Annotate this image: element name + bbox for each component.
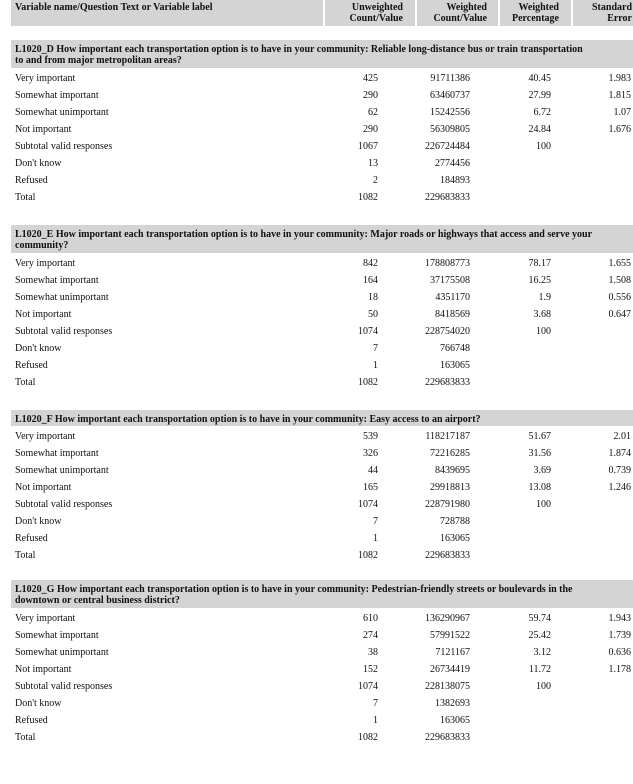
table-row	[0, 644, 633, 661]
weighted-percentage: 3.12	[533, 647, 551, 658]
question-title-line: to and from major metropolitan areas?	[15, 55, 182, 66]
table-row	[0, 289, 633, 306]
weighted-count: 1382693	[435, 698, 470, 709]
weighted-percentage: 100	[536, 681, 551, 692]
table-row	[0, 340, 633, 357]
question-title-line: L1020_E How important each transportation option is to have in your community: Major roads or highways that access and serve your	[15, 229, 593, 240]
weighted-percentage: 1.9	[538, 292, 551, 303]
unweighted-count: 842	[363, 258, 378, 269]
weighted-count: 118217187	[425, 431, 470, 442]
row-label: Total	[15, 732, 36, 743]
weighted-percentage: 100	[536, 326, 551, 337]
weighted-count: 184893	[440, 175, 470, 186]
question-title-line: downtown or central business district?	[15, 595, 180, 606]
row-label: Subtotal valid responses	[15, 141, 113, 152]
weighted-count: 226724484	[425, 141, 470, 152]
standard-error: 1.739	[608, 630, 631, 641]
row-label: Somewhat unimportant	[15, 107, 109, 118]
row-label: Subtotal valid responses	[15, 681, 113, 692]
table-row	[0, 357, 633, 374]
weighted-percentage: 31.56	[528, 448, 551, 459]
row-label: Not important	[15, 664, 72, 675]
table-row	[0, 610, 633, 627]
weighted-count: 4351170	[435, 292, 470, 303]
unweighted-count: 610	[363, 613, 378, 624]
row-label: Refused	[15, 360, 48, 371]
weighted-count: 163065	[440, 533, 470, 544]
weighted-count: 766748	[440, 343, 470, 354]
weighted-count: 91711386	[430, 73, 470, 84]
header-text: Weighted	[446, 2, 487, 13]
header-text: Error	[607, 13, 632, 24]
weighted-count: 63460737	[430, 90, 470, 101]
table-row	[0, 306, 633, 323]
unweighted-count: 38	[368, 647, 378, 658]
question-title-line: community?	[15, 240, 69, 251]
header-text: Variable name/Question Text or Variable label	[15, 2, 213, 13]
weighted-percentage: 11.72	[528, 664, 551, 675]
weighted-percentage: 40.45	[528, 73, 551, 84]
unweighted-count: 1074	[358, 681, 378, 692]
unweighted-count: 7	[373, 698, 378, 709]
table-row	[0, 87, 633, 104]
unweighted-count: 326	[363, 448, 378, 459]
weighted-percentage: 3.68	[533, 309, 551, 320]
row-label: Not important	[15, 309, 72, 320]
header-weighted-count	[417, 0, 498, 26]
standard-error: 1.983	[608, 73, 631, 84]
standard-error: 0.556	[608, 292, 631, 303]
table-row	[0, 374, 633, 391]
unweighted-count: 1	[373, 533, 378, 544]
standard-error: 0.647	[608, 309, 631, 320]
row-label: Somewhat important	[15, 275, 99, 286]
row-label: Somewhat unimportant	[15, 292, 109, 303]
weighted-percentage: 16.25	[528, 275, 551, 286]
table-row	[0, 661, 633, 678]
table-row	[0, 70, 633, 87]
question-title	[11, 225, 633, 253]
row-label: Somewhat important	[15, 90, 99, 101]
row-label: Somewhat important	[15, 448, 99, 459]
table-row	[0, 272, 633, 289]
table-row	[0, 627, 633, 644]
unweighted-count: 18	[368, 292, 378, 303]
table-row	[0, 255, 633, 272]
weighted-percentage: 78.17	[528, 258, 551, 269]
table-row	[0, 496, 633, 513]
row-label: Don't know	[15, 343, 62, 354]
weighted-percentage: 100	[536, 499, 551, 510]
row-label: Somewhat unimportant	[15, 647, 109, 658]
weighted-count: 2774456	[435, 158, 470, 169]
row-label: Refused	[15, 175, 48, 186]
standard-error: 1.178	[608, 664, 631, 675]
unweighted-count: 290	[363, 124, 378, 135]
unweighted-count: 2	[373, 175, 378, 186]
table-row	[0, 678, 633, 695]
header-text: Weighted	[518, 2, 559, 13]
weighted-count: 15242556	[430, 107, 470, 118]
header-text: Count/Value	[433, 13, 487, 24]
unweighted-count: 290	[363, 90, 378, 101]
row-label: Refused	[15, 533, 48, 544]
table-row	[0, 712, 633, 729]
unweighted-count: 1	[373, 715, 378, 726]
weighted-percentage: 100	[536, 141, 551, 152]
weighted-count: 29918813	[430, 482, 470, 493]
weighted-count: 56309805	[430, 124, 470, 135]
unweighted-count: 1074	[358, 499, 378, 510]
weighted-percentage: 51.67	[528, 431, 551, 442]
row-label: Subtotal valid responses	[15, 326, 113, 337]
unweighted-count: 44	[368, 465, 378, 476]
header-unweighted	[325, 0, 415, 26]
standard-error: 2.01	[613, 431, 631, 442]
weighted-count: 72216285	[430, 448, 470, 459]
weighted-count: 229683833	[425, 192, 470, 203]
table-row	[0, 138, 633, 155]
weighted-percentage: 25.42	[528, 630, 551, 641]
weighted-count: 229683833	[425, 550, 470, 561]
weighted-count: 228791980	[425, 499, 470, 510]
row-label: Don't know	[15, 698, 62, 709]
unweighted-count: 1074	[358, 326, 378, 337]
weighted-count: 229683833	[425, 732, 470, 743]
weighted-count: 7121167	[435, 647, 470, 658]
standard-error: 1.676	[608, 124, 631, 135]
weighted-count: 163065	[440, 360, 470, 371]
table-row	[0, 513, 633, 530]
standard-error: 1.655	[608, 258, 631, 269]
unweighted-count: 1082	[358, 192, 378, 203]
unweighted-count: 62	[368, 107, 378, 118]
weighted-count: 57991522	[430, 630, 470, 641]
table-row	[0, 445, 633, 462]
unweighted-count: 7	[373, 516, 378, 527]
weighted-count: 37175508	[430, 275, 470, 286]
weighted-percentage: 59.74	[528, 613, 551, 624]
unweighted-count: 1082	[358, 550, 378, 561]
row-label: Subtotal valid responses	[15, 499, 113, 510]
row-label: Very important	[15, 431, 76, 442]
question-title-line: L1020_F How important each transportation option is to have in your community: Easy access to an airport?	[15, 414, 481, 425]
weighted-count: 178808773	[425, 258, 470, 269]
unweighted-count: 164	[363, 275, 378, 286]
unweighted-count: 1	[373, 360, 378, 371]
table-row	[0, 121, 633, 138]
row-label: Total	[15, 192, 36, 203]
standard-error: 0.636	[608, 647, 631, 658]
weighted-count: 8439695	[435, 465, 470, 476]
header-variable-label	[11, 0, 323, 26]
header-text: Count/Value	[349, 13, 403, 24]
unweighted-count: 1082	[358, 732, 378, 743]
standard-error: 1.815	[608, 90, 631, 101]
question-title-line: L1020_G How important each transportation option is to have in your community: Pedestrian-friendly streets or boulevards in the	[15, 584, 573, 595]
table-row	[0, 172, 633, 189]
table-row	[0, 729, 633, 746]
weighted-percentage: 13.08	[528, 482, 551, 493]
table-row	[0, 323, 633, 340]
row-label: Refused	[15, 715, 48, 726]
weighted-count: 228754020	[425, 326, 470, 337]
header-text: Standard	[591, 2, 632, 13]
row-label: Don't know	[15, 158, 62, 169]
weighted-count: 229683833	[425, 377, 470, 388]
unweighted-count: 7	[373, 343, 378, 354]
weighted-count: 8418569	[435, 309, 470, 320]
header-text: Percentage	[511, 13, 559, 24]
weighted-count: 728788	[440, 516, 470, 527]
table-row	[0, 547, 633, 564]
row-label: Somewhat unimportant	[15, 465, 109, 476]
standard-error: 1.246	[608, 482, 631, 493]
row-label: Total	[15, 377, 36, 388]
standard-error: 1.508	[608, 275, 631, 286]
row-label: Not important	[15, 482, 72, 493]
table-row	[0, 530, 633, 547]
question-title	[11, 580, 633, 608]
question-title	[11, 410, 633, 426]
table-header	[0, 0, 633, 26]
table-row	[0, 428, 633, 445]
unweighted-count: 274	[363, 630, 378, 641]
row-label: Don't know	[15, 516, 62, 527]
row-label: Somewhat important	[15, 630, 99, 641]
table-row	[0, 155, 633, 172]
weighted-count: 26734419	[430, 664, 470, 675]
weighted-percentage: 3.69	[533, 465, 551, 476]
weighted-percentage: 6.72	[533, 107, 551, 118]
standard-error: 0.739	[608, 465, 631, 476]
row-label: Total	[15, 550, 36, 561]
row-label: Very important	[15, 258, 76, 269]
table-row	[0, 479, 633, 496]
table-row	[0, 104, 633, 121]
unweighted-count: 539	[363, 431, 378, 442]
table-row	[0, 695, 633, 712]
header-standard-error	[573, 0, 633, 26]
row-label: Very important	[15, 73, 76, 84]
unweighted-count: 1082	[358, 377, 378, 388]
unweighted-count: 1067	[358, 141, 378, 152]
weighted-count: 163065	[440, 715, 470, 726]
standard-error: 1.874	[608, 448, 631, 459]
header-text: Unweighted	[351, 2, 403, 13]
table-row	[0, 462, 633, 479]
header-weighted-percentage	[500, 0, 571, 26]
weighted-count: 136290967	[425, 613, 470, 624]
standard-error: 1.943	[608, 613, 631, 624]
unweighted-count: 50	[368, 309, 378, 320]
weighted-percentage: 27.99	[528, 90, 551, 101]
unweighted-count: 165	[363, 482, 378, 493]
table-row	[0, 189, 633, 206]
question-title	[11, 40, 633, 68]
row-label: Not important	[15, 124, 72, 135]
weighted-percentage: 24.84	[528, 124, 551, 135]
question-title-line: L1020_D How important each transportation option is to have in your community: Reliable long-distance bus or train transportation	[15, 44, 583, 55]
unweighted-count: 152	[363, 664, 378, 675]
unweighted-count: 425	[363, 73, 378, 84]
unweighted-count: 13	[368, 158, 378, 169]
row-label: Very important	[15, 613, 76, 624]
weighted-count: 228138075	[425, 681, 470, 692]
standard-error: 1.07	[613, 107, 631, 118]
